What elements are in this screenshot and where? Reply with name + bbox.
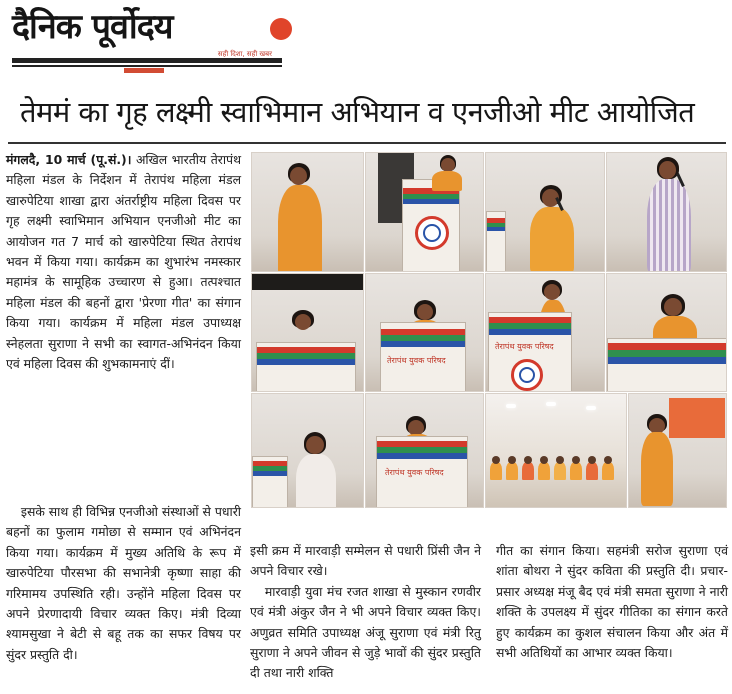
article-paragraph: मारवाड़ी युवा मंच रजत शाखा से मुस्कान रणवीर एवं मंत्री अंकुर जैन ने भी अपने विचार व्यक्त किए। अणुव्रत समिति उपाध्यक्ष अंजू सुराणा एवं मंत्री रितु सुराणा ने अपने जीवन से जुड़े भावों की सुंदर प्रस्तुति दी तथा नारी शक्ति bbox=[250, 583, 481, 681]
photo-collage bbox=[251, 152, 727, 508]
dateline: मंगलदै, 10 मार्च (पू.सं.)। bbox=[6, 152, 132, 167]
article-paragraph: इसी क्रम में मारवाड़ी सम्मेलन से पधारी प्रिंसी जैन ने अपने विचार रखे। bbox=[250, 543, 481, 579]
article-paragraph: इसके साथ ही विभिन्न एनजीओ संस्थाओं से पधारी बहनों का फुलाम गमोछा से सम्मान एवं अभिनंदन किया गया। कार्यक्रम में मुख्य अतिथि के रूप में खारुपेटिया पौरसभा की सभानेत्री कृष्णा साहा की गरिमामय उपस्थिति रही। उन्होंने महिला दिवस पर अपने प्रेरणादायी विचार व्यक्त किए। मंत्री दिव्या श्यामसुखा ने बेटी से बहू तक का सफर विषय पर सुंदर प्रस्तुति दी। bbox=[6, 504, 241, 662]
podium-banner-text: तेरापंथ युवक परिषद bbox=[495, 342, 554, 351]
event-photo bbox=[606, 273, 727, 392]
paragraph-text: अखिल भारतीय तेरापंथ महिला मंडल के निर्देशन में तेरापंथ महिला मंडल खारुपेटिया शाखा द्वारा अंतर्राष्ट्रीय महिला दिवस पर गृह लक्ष्मी स्वाभिमान अभियान एनजीओ मीट का आयोजन गत 7 मार्च को खारुपेटिया स्थित तेरापंथ भवन में किया गया। कार्यक्रम का शुभारंभ नमस्कार महामंत्र के सामूहिक उच्चारण से हुआ। तत्पश्चात महिला मंडल की बहनों द्वारा 'प्रेरणा गीत' का संगान किया गया। कार्यक्रम में महिला मंडल उपाध्यक्ष स्नेहलता सुराणा ने सभी का स्वागत-अभिनंदन किया एवं महिला दिवस की शुभकामनाएं दीं। bbox=[6, 152, 241, 372]
podium-banner-text: तेरापंथ युवक परिषद bbox=[385, 468, 444, 477]
article-column-3 bbox=[496, 541, 728, 663]
event-photo bbox=[485, 393, 627, 508]
event-photo bbox=[251, 393, 364, 508]
masthead bbox=[12, 6, 282, 70]
article-column-1 bbox=[6, 150, 241, 374]
article-paragraph: गीत का संगान किया। सहमंत्री सरोज सुराणा एवं शांता बोथरा ने सुंदर कविता की प्रस्तुति दी। प्रचार-प्रसार अध्यक्ष मंजू बैद एवं मंत्री समता सुराणा ने नारी शक्ति के उपलक्ष्य में सुंदर गीतिका का संगान करते हुए कार्यक्रम का कुशल संचालन किया और अंत में सभी अतिथियों का आभार व्यक्त किया। bbox=[496, 543, 728, 661]
masthead-rule-thin bbox=[12, 65, 282, 67]
newspaper-title: दैनिक पूर्वोदय bbox=[12, 7, 173, 47]
event-photo bbox=[365, 152, 484, 272]
masthead-red-tag bbox=[124, 68, 164, 73]
article-column-1-continued bbox=[6, 502, 241, 665]
article-paragraph bbox=[6, 150, 241, 374]
event-photo bbox=[365, 273, 484, 392]
event-photo bbox=[365, 393, 484, 508]
masthead-tagline: सही दिशा, सही खबर bbox=[217, 50, 272, 58]
event-photo bbox=[606, 152, 727, 272]
event-photo bbox=[485, 152, 605, 272]
event-photo bbox=[251, 152, 364, 272]
event-photo bbox=[485, 273, 605, 392]
article-headline: तेममं का गृह लक्ष्मी स्वाभिमान अभियान व एनजीओ मीट आयोजित bbox=[20, 95, 695, 129]
headline-rule bbox=[8, 142, 726, 144]
masthead-dot-icon bbox=[270, 18, 292, 40]
podium-banner-text: तेरापंथ युवक परिषद bbox=[387, 356, 446, 365]
event-photo bbox=[628, 393, 727, 508]
event-photo bbox=[251, 273, 364, 392]
article-column-2 bbox=[250, 541, 481, 684]
